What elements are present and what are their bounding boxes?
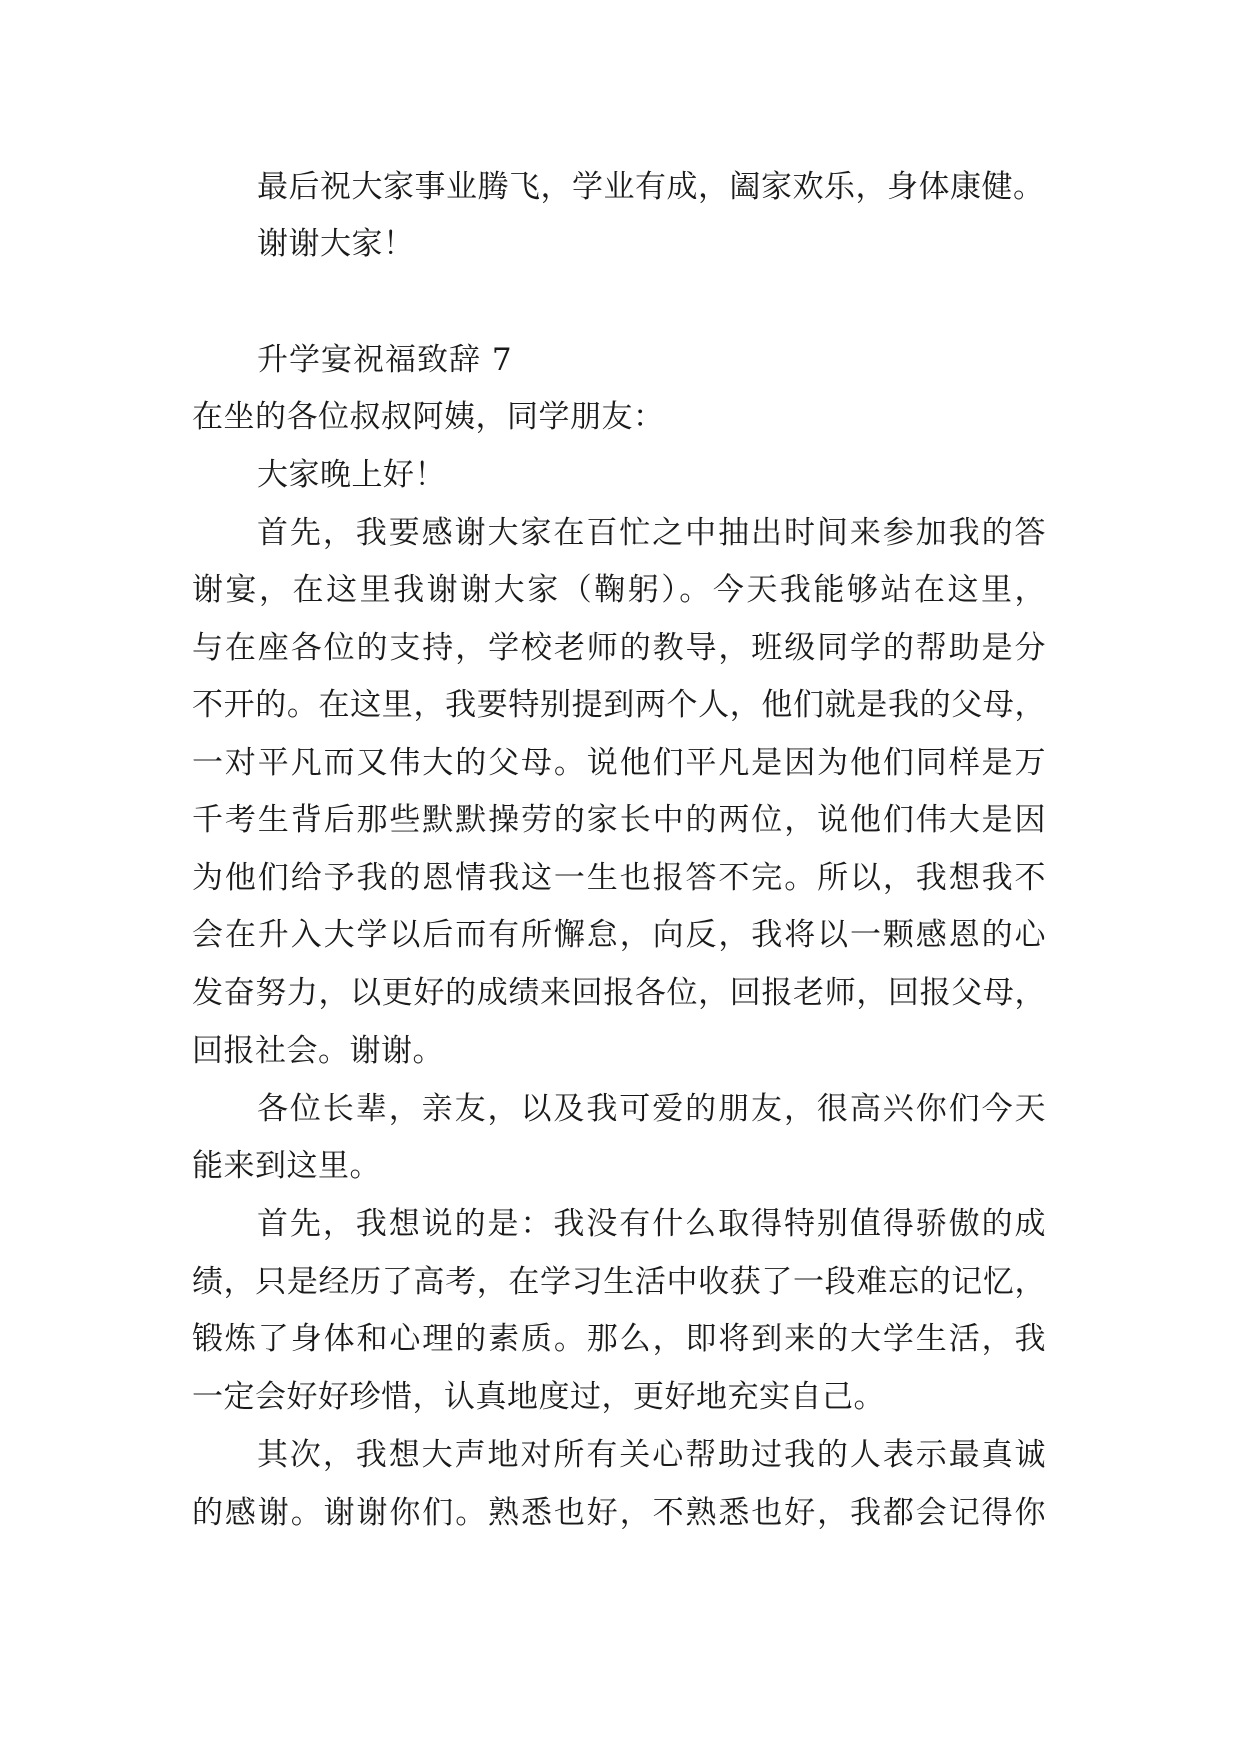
paragraph-2-line-2: 能来到这里。 — [192, 1148, 381, 1184]
paragraph-4-line-1: 其次，我想大声地对所有关心帮助过我的人表示最真诚 — [257, 1437, 1046, 1473]
paragraph-1-line-7: 为他们给予我的恩情我这一生也报答不完。所以，我想我不 — [192, 860, 1046, 896]
paragraph-3-line-4: 一定会好好珍惜，认真地度过，更好地充实自己。 — [192, 1379, 885, 1415]
paragraph-1-line-3: 与在座各位的支持，学校老师的教导，班级同学的帮助是分 — [192, 630, 1046, 666]
paragraph-1-line-2: 谢宴，在这里我谢谢大家（鞠躬）。今天我能够站在这里， — [192, 572, 1046, 608]
greeting: 大家晚上好！ — [257, 457, 446, 493]
paragraph-1-line-1: 首先，我要感谢大家在百忙之中抽出时间来参加我的答 — [257, 515, 1046, 551]
closing-line-2: 谢谢大家！ — [257, 226, 415, 262]
section-title: 升学宴祝福致辞 7 — [257, 342, 513, 378]
paragraph-2-line-1: 各位长辈，亲友，以及我可爱的朋友，很高兴你们今天 — [257, 1091, 1046, 1127]
paragraph-1-line-10: 回报社会。谢谢。 — [192, 1033, 444, 1069]
paragraph-1-line-5: 一对平凡而又伟大的父母。说他们平凡是因为他们同样是万 — [192, 745, 1046, 781]
paragraph-1-line-4: 不开的。在这里，我要特别提到两个人，他们就是我的父母， — [192, 687, 1046, 723]
paragraph-3-line-3: 锻炼了身体和心理的素质。那么，即将到来的大学生活，我 — [192, 1321, 1046, 1357]
paragraph-3-line-1: 首先，我想说的是：我没有什么取得特别值得骄傲的成 — [257, 1206, 1046, 1242]
paragraph-1-line-6: 千考生背后那些默默操劳的家长中的两位，说他们伟大是因 — [192, 802, 1046, 838]
paragraph-1-line-9: 发奋努力，以更好的成绩来回报各位，回报老师，回报父母， — [192, 975, 1046, 1011]
paragraph-3-line-2: 绩，只是经历了高考，在学习生活中收获了一段难忘的记忆， — [192, 1264, 1046, 1300]
salutation: 在坐的各位叔叔阿姨，同学朋友： — [192, 399, 665, 435]
paragraph-1-line-8: 会在升入大学以后而有所懈怠，向反，我将以一颗感恩的心 — [192, 917, 1046, 953]
closing-line-1: 最后祝大家事业腾飞，学业有成，阖家欢乐，身体康健。 — [257, 169, 1045, 205]
paragraph-4-line-2: 的感谢。谢谢你们。熟悉也好，不熟悉也好，我都会记得你 — [192, 1495, 1046, 1531]
